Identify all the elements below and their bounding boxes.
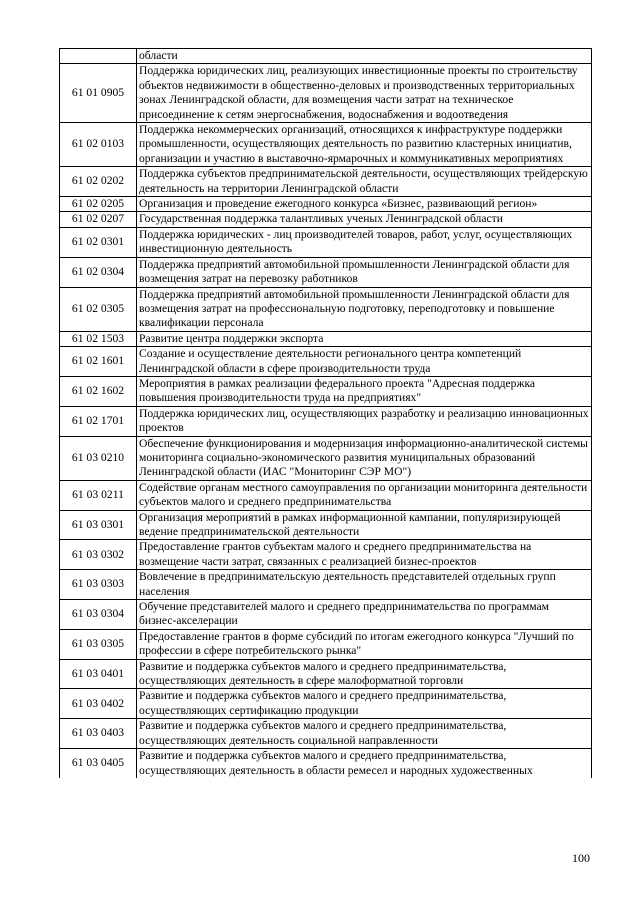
table-row: [60, 436, 592, 480]
table-row: [60, 376, 592, 406]
row-description: Поддержка субъектов предпринимательской деятельности, осуществляющих трейдерскую деятельность на территории Ленинградской области: [137, 167, 592, 197]
row-code: 61 02 0207: [60, 212, 137, 227]
table-row: [60, 287, 592, 331]
row-code: 61 02 1503: [60, 331, 137, 346]
row-code: 61 02 0205: [60, 197, 137, 212]
row-code: 61 02 1701: [60, 406, 137, 436]
row-code: 61 03 0402: [60, 689, 137, 719]
row-code: 61 03 0210: [60, 436, 137, 480]
row-description: Поддержка юридических лиц, осуществляющих разработку и реализацию инновационных проектов: [137, 406, 592, 436]
row-description: Создание и осуществление деятельности регионального центра компетенций Ленинградской области в сфере производительности труда: [137, 347, 592, 377]
row-code: 61 03 0304: [60, 600, 137, 630]
row-description: Поддержка юридических лиц, реализующих инвестиционные проекты по строительству объектов недвижимости в общественно-деловых и производственных территориальных зонах Ленинградской области, для возмещения части затрат на техническое присоединение к сетям энергоснабжения, водоснабжения и водоотведения: [137, 64, 592, 123]
row-description: Предоставление грантов субъектам малого и среднего предпринимательства на возмещение части затрат, связанных с реализацией бизнес-проектов: [137, 540, 592, 570]
row-description: Содействие органам местного самоуправления по организации мониторинга деятельности субъектов малого и среднего предпринимательства: [137, 480, 592, 510]
row-code: [60, 49, 137, 64]
table-row: [60, 257, 592, 287]
table-row: [60, 406, 592, 436]
table-row: [60, 347, 592, 377]
row-code: 61 02 0103: [60, 123, 137, 167]
row-description: Обеспечение функционирования и модернизация информационно-аналитической системы мониторинга социально-экономического развития муниципальных образований Ленинградской области (ИАС "Мониторинг СЭР МО"): [137, 436, 592, 480]
row-code: 61 02 0304: [60, 257, 137, 287]
row-description: Вовлечение в предпринимательскую деятельность представителей отдельных групп населения: [137, 570, 592, 600]
row-description: Развитие и поддержка субъектов малого и среднего предпринимательства, осуществляющих деятельность в сфере малоформатной торговли: [137, 659, 592, 689]
row-code: 61 02 1601: [60, 347, 137, 377]
row-code: 61 03 0303: [60, 570, 137, 600]
table-row: [60, 167, 592, 197]
row-code: 61 01 0905: [60, 64, 137, 123]
table-row: [60, 64, 592, 123]
row-code: 61 03 0405: [60, 749, 137, 778]
table-row: [60, 659, 592, 689]
table-row: [60, 570, 592, 600]
table-row: [60, 600, 592, 630]
table-row: [60, 480, 592, 510]
row-code: 61 03 0302: [60, 540, 137, 570]
table-row: [60, 689, 592, 719]
row-description: Мероприятия в рамках реализации федерального проекта "Адресная поддержка повышения производительности труда на предприятиях": [137, 376, 592, 406]
table-row: [60, 510, 592, 540]
row-description: Развитие и поддержка субъектов малого и среднего предпринимательства, осуществляющих деятельность в области ремесел и народных художественных: [137, 749, 592, 778]
row-code: 61 03 0301: [60, 510, 137, 540]
row-code: 61 03 0305: [60, 629, 137, 659]
table-row: [60, 49, 592, 64]
table-row: [60, 227, 592, 257]
row-code: 61 02 0301: [60, 227, 137, 257]
table-row: [60, 749, 592, 778]
row-description: Обучение представителей малого и среднего предпринимательства по программам бизнес-акселерации: [137, 600, 592, 630]
table-row: [60, 719, 592, 749]
row-description: Поддержка юридических - лиц производителей товаров, работ, услуг, осуществляющих инвестиционную деятельность: [137, 227, 592, 257]
row-code: 61 03 0403: [60, 719, 137, 749]
row-description: Организация и проведение ежегодного конкурса «Бизнес, развивающий регион»: [137, 197, 592, 212]
table-row: [60, 123, 592, 167]
table-row: [60, 540, 592, 570]
row-description: Развитие и поддержка субъектов малого и среднего предпринимательства, осуществляющих сертификацию продукции: [137, 689, 592, 719]
table-row: [60, 197, 592, 212]
row-description: Поддержка некоммерческих организаций, относящихся к инфраструктуре поддержки промышленности, осуществляющих деятельность по развитию кластерных инициатив, организации и участию в выставочно-ярмарочных и коммуникативных мероприятиях: [137, 123, 592, 167]
row-description: Государственная поддержка талантливых ученых Ленинградской области: [137, 212, 592, 227]
row-description: Поддержка предприятий автомобильной промышленности Ленинградской области для возмещения затрат на профессиональную подготовку, переподготовку и повышение квалификации персонала: [137, 287, 592, 331]
row-description: Развитие центра поддержки экспорта: [137, 331, 592, 346]
table-body: [60, 49, 592, 778]
table-row: [60, 212, 592, 227]
row-code: 61 03 0211: [60, 480, 137, 510]
row-description: Организация мероприятий в рамках информационной кампании, популяризирующей ведение предпринимательской деятельности: [137, 510, 592, 540]
row-code: 61 03 0401: [60, 659, 137, 689]
row-code: 61 02 0305: [60, 287, 137, 331]
row-description: Предоставление грантов в форме субсидий по итогам ежегодного конкурса "Лучший по профессии в сфере потребительского рынка": [137, 629, 592, 659]
table-row: [60, 331, 592, 346]
row-code: 61 02 0202: [60, 167, 137, 197]
row-description: Поддержка предприятий автомобильной промышленности Ленинградской области для возмещения затрат на перевозку работников: [137, 257, 592, 287]
row-description: Развитие и поддержка субъектов малого и среднего предпринимательства, осуществляющих деятельность социальной направленности: [137, 719, 592, 749]
page-number: 100: [572, 851, 590, 865]
table-row: [60, 629, 592, 659]
budget-codes-table: [59, 48, 592, 778]
row-description: области: [137, 49, 592, 64]
row-code: 61 02 1602: [60, 376, 137, 406]
